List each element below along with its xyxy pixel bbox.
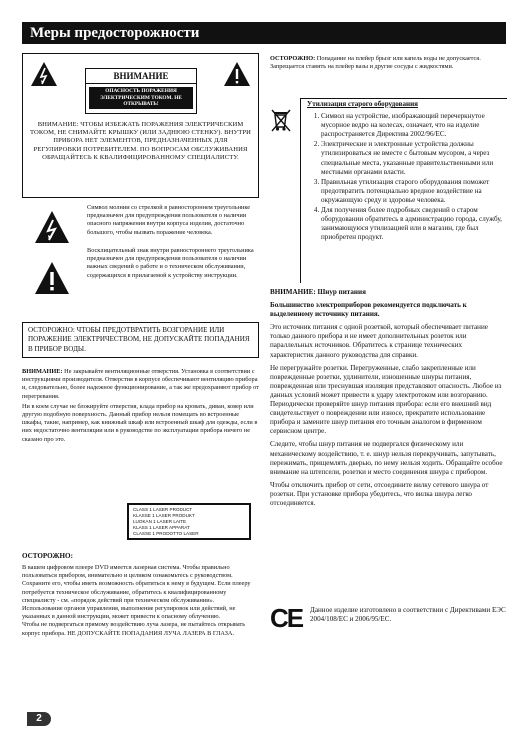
page-number: 2 (27, 712, 51, 726)
ce-text: Данное изделие изготовлено в соответствии с Директивами ЕЭС 2004/108/EC и 2006/95/EC. (310, 606, 506, 624)
caution-title: ВНИМАНИЕ (86, 69, 196, 84)
list-item: 4. Для получения более подробных сведений о старом оборудовании обратитесь в администрацию города, службу, занимающуюся утилизацией или в магазин, где был приобретен продукт. (321, 206, 505, 242)
lightning-icon (30, 61, 58, 92)
power-cord-p4: Чтобы отключить прибор от сети, отсоедините вилку сетевого шнура от розетки. При установке прибора убедитесь, что вилка шнура легко отсоединяется. (270, 480, 489, 507)
disposal-section (300, 98, 507, 283)
exclamation-symbol-text: Восклицательный знак внутри равностороннего треугольника предназначен для предупреждения пользователя о наличии важных сведений о работе и о техническом обслуживании, содержащихся в прилагаемой к устройству инструкции. (87, 247, 254, 279)
caution-box (22, 53, 259, 198)
laser-label-line: CLASSE 1 PRODOTTO LASER (133, 531, 199, 536)
caution-label (85, 68, 197, 114)
list-item: 1. Символ на устройстве, изображающий перечеркнутое мусорное ведро на колесах, означает, что на изделие распространяется Директива 2002/96/EC. (321, 112, 505, 139)
caution-sublabel: ОПАСНОСТЬ ПОРАЖЕНИЯ ЭЛЕКТРИЧЕСКИМ ТОКОМ. НЕ ОТКРЫВАТЬ! (89, 87, 193, 109)
ventilation-p2: Ни в коем случае не блокируйте отверстия, клада прибор на кровать, диван, ковер или другую подобную поверхность. Данный прибор нельзя помещать во встроенные шкафы, такие, например, как книжный шкаф или встроенный шкаф для одежды, если в них недостаточно вентиляции или в руководстве по эксплуатации прибора ничего не сказано про это. (22, 402, 258, 443)
laser-class-label (127, 503, 251, 540)
power-cord-p3: Следите, чтобы шнур питания не подвергался физическому или механическому воздействию, т. е. шнур нельзя перекручивать, запутывать, пережимать, прищемлять дверью, по нему нельзя ходить. Обращайте особое внимание на штепсели, розетки и место соединения шнура с прибором. (270, 440, 503, 476)
laser-label-line: CLASS 1 LASER PRODUCT (133, 507, 193, 512)
disposal-bin-icon (270, 108, 292, 137)
caution-warning-text: ВНИМАНИЕ: ЧТОБЫ ИЗБЕЖАТЬ ПОРАЖЕНИЯ ЭЛЕКТРИЧЕСКИМ ТОКОМ, НЕ СНИМАЙТЕ КРЫШКУ (ИЛИ ЗАДНЮЮ СТЕНКУ). ВНУТРИ ПРИБОРА НЕТ ЭЛЕМЕНТОВ, ПРЕДНАЗНАЧЕННЫХ ДЛЯ РЕГУЛИРОВКИ ПОТРЕБИТЕЛЕМ. ПО ВОПРОСАМ ОБСЛУЖИВАНИЯ ОБРАЩАЙТЕСЬ К КВАЛИФИЦИРОВАННОМУ СПЕЦИАЛИСТУ. (30, 121, 251, 161)
laser-p2: Использование органов управления, выполнение регулировок или действий, не указанных в данной инструкции, может привести к опасному облучению. (22, 605, 236, 621)
exclamation-icon (223, 61, 251, 92)
water-warning (270, 55, 506, 71)
disposal-title: Утилизация старого оборудования (307, 100, 418, 108)
power-cord-section (270, 288, 506, 508)
laser-p3: Чтобы не подвергаться прямому воздействию луча лазера, не пытайтесь открывать корпус прибора. НЕ ДОПУСКАЙТЕ ПОПАДАНИЯ ЛУЧА ЛАЗЕРА В ГЛАЗА. (22, 621, 246, 637)
lightning-symbol-icon (34, 210, 70, 249)
water-warning-label: ОСТОРОЖНО: (270, 55, 316, 62)
list-item: 2. Электрические и электронные устройства должны утилизироваться не вместе с бытовым мусором, а через специальные места, указанные правительственными или местными органами власти. (321, 140, 505, 176)
laser-label-line: KLASS 1 LASER APPARAT (133, 525, 190, 530)
water-warning-text: Попадание на плейер брызг или капель воды не допускается. Запрещается ставить на плейер вазы и другие сосуды с жидкостями. (270, 55, 481, 71)
laser-section (22, 564, 259, 638)
lightning-symbol-text: Символ молнии со стрелкой в равностороннем треугольнике предназначен для предупреждения пользователя о наличии опасного напряжения внутри корпуса изделия, достаточно большого, чтобы вызвать поражение человека. (87, 204, 251, 236)
exclamation-symbol-icon (34, 261, 70, 300)
laser-label-line: LUOKAN 1 LASER LAITE (133, 519, 187, 524)
laser-p1: В вашем цифровом плеере DVD имеется лазерная система. Чтобы правильно пользоваться прибором, внимательно и целиком ознакомьтесь с руководством. Сохраните его, чтобы иметь возможность обратиться к нему в будущем. Если плееру потребуется техническое обслуживание, обратитесь к квалифицированному специалисту - см. «порядок действий при техническом обслуживании». (22, 564, 251, 604)
power-cord-p2: Не перегружайте розетки. Перегруженные, слабо закрепленные или поврежденные розетки, удлинители, изношенные шнуры питания, поврежденная или треснувшая изоляция представляют опасность. Любое из данных условий может привести к удару электротоком или возгоранию. Периодически проверяйте шнур питания прибора: если его внешний вид свидетельствует о повреждении или износе, прекратите использование прибора и замените шнур питания его точным аналогом в фирменном сервисном центре. (270, 363, 502, 436)
ventilation-label: ВНИМАНИЕ: (22, 368, 63, 375)
list-item: 3. Правильная утилизация старого оборудования поможет предотвратить потенциально вредное воздействие на окружающую среду и здоровье человека. (321, 178, 505, 205)
ventilation-section (22, 368, 259, 444)
disposal-list (301, 112, 505, 242)
laser-heading: ОСТОРОЖНО: (22, 552, 73, 560)
laser-label-line: KLASSE 1 LASER PRODUKT (133, 513, 195, 518)
fire-warning: ОСТОРОЖНО: ЧТОБЫ ПРЕДОТВРАТИТЬ ВОЗГОРАНИЕ ИЛИ ПОРАЖЕНИЕ ЭЛЕКТРИЧЕСТВОМ, НЕ ДОПУСКАЙТЕ ПОПАДАНИЯ В ПРИБОР ВОДЫ. (22, 322, 259, 358)
power-cord-p1: Это источник питания с одной розеткой, который обеспечивает питание только данного прибора и не имеет дополнительных розеток или параллельных источников. Обратитесь к странице технических характеристик данного руководства для справки. (270, 323, 488, 359)
power-cord-subheading: Большинство электроприборов рекомендуется подключать к выделенному источнику питания. (270, 301, 467, 319)
page-title: Меры предосторожности (22, 22, 506, 44)
ventilation-p1: Не закрывайте вентиляционные отверстия. Установка в соответствии с инструкциями производителя. Отверстия в корпусе обеспечивают вентиляцию прибора и, следовательно, более надежное функционирование, а так же предохраняют прибор от перегревания. (22, 368, 259, 400)
ce-mark: CE (270, 603, 303, 633)
power-cord-heading: ВНИМАНИЕ: Шнур питания (270, 288, 366, 296)
